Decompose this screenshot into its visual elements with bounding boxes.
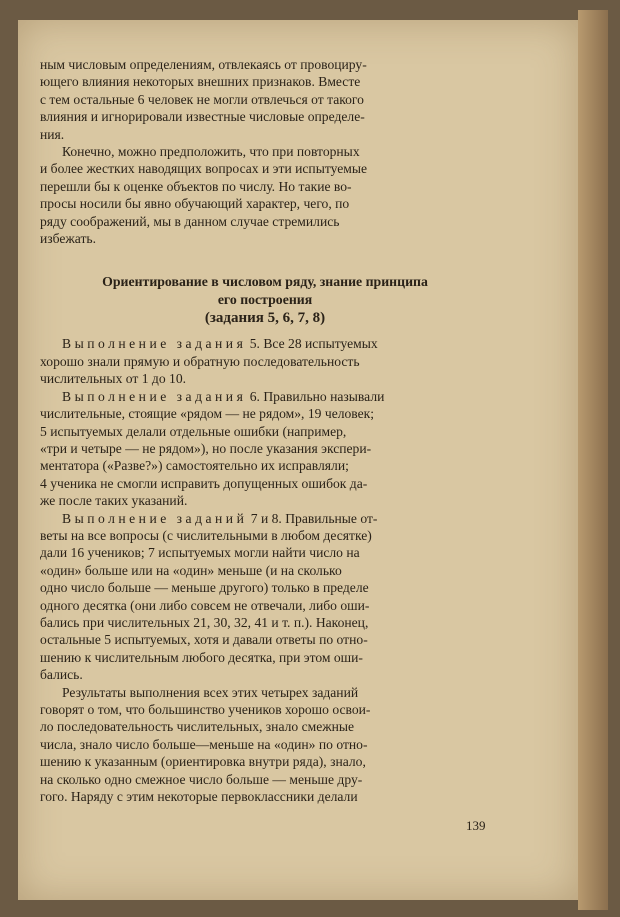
text-line: числительных от 1 до 10.	[40, 371, 187, 387]
text-line: хорошо знали прямую и обратную последовательность	[40, 353, 360, 369]
paragraph-6	[40, 684, 490, 806]
text-line: ющего влияния некоторых внешних признаков. Вместе	[40, 74, 361, 90]
text-line: же после таких указаний.	[40, 493, 188, 509]
text-line: одно число больше — меньше другого) только в пределе	[40, 580, 369, 596]
text-line: бались.	[40, 667, 83, 683]
paragraph-1	[40, 56, 490, 143]
spaced-term: Выполнение задания	[62, 388, 247, 404]
page-text	[40, 56, 490, 805]
text-line: перешли бы к оценке объектов по числу. Но такие во-	[40, 178, 352, 194]
text-line: бались при числительных 21, 30, 32, 41 и т. п.). Наконец,	[40, 614, 369, 630]
text-line: и более жестких наводящих вопросах и эти испытуемые	[40, 161, 368, 177]
text-line: с тем остальные 6 человек не могли отвлечься от такого	[40, 91, 364, 107]
text-line: «один» больше или на «один» меньше (и на сколько	[40, 562, 342, 578]
text-line: влияния и игнорировали известные числовые определе-	[40, 109, 365, 125]
text-line: числа, знало число больше—меньше на «один» по отно-	[40, 736, 368, 752]
text-line: остальные 5 испытуемых, хотя и давали ответы по отно-	[40, 632, 368, 648]
text-line: Результаты выполнения всех этих четырех заданий	[62, 684, 359, 700]
text-line: 5 испытуемых делали отдельные ошибки (например,	[40, 423, 347, 439]
text-line: 6. Правильно называли	[246, 388, 385, 404]
paragraph-5	[40, 510, 490, 684]
text-line: 5. Все 28 испытуемых	[246, 336, 378, 352]
text-line: ным числовым определениям, отвлекаясь от провоциру-	[40, 57, 367, 72]
heading-line: его построения	[217, 292, 313, 308]
text-line: Конечно, можно предположить, что при повторных	[62, 144, 360, 160]
heading-line: Ориентирование в числовом ряду, знание принципа	[102, 274, 428, 290]
text-line: гого. Наряду с этим некоторые первоклассники делали	[40, 789, 358, 805]
text-line: ло последовательность числительных, знало смежные	[40, 719, 355, 735]
text-line: веты на все вопросы (с числительными в любом десятке)	[40, 527, 372, 543]
text-line: шению к указанным (ориентировка внутри ряда), знало,	[40, 754, 366, 770]
section-heading	[40, 273, 490, 327]
text-line: 7 и 8. Правильные от-	[247, 510, 378, 526]
text-line: одного десятка (они либо совсем не отвечали, либо оши-	[40, 597, 370, 613]
text-line: ментатора («Разве?») самостоятельно их исправляли;	[40, 458, 349, 474]
spaced-term: Выполнение заданий	[62, 510, 248, 526]
paragraph-2	[40, 143, 490, 247]
text-line: избежать.	[40, 231, 97, 247]
spaced-term: Выполнение задания	[62, 336, 247, 352]
text-line: ряду соображений, мы в данном случае стремились	[40, 213, 340, 229]
text-line: ния.	[40, 126, 65, 142]
text-line: просы носили бы явно обучающий характер, чего, по	[40, 196, 350, 212]
text-line: 4 ученика не смогли исправить допущенных ошибок да-	[40, 475, 368, 491]
text-line: дали 16 учеников; 7 испытуемых могли найти число на	[40, 545, 360, 561]
text-line: числительные, стоящие «рядом — не рядом», 19 человек;	[40, 406, 375, 422]
paragraph-4	[40, 388, 490, 510]
page-number: 139	[466, 818, 486, 833]
heading-line: (задания 5, 6, 7, 8)	[204, 310, 326, 327]
page-edge	[578, 10, 608, 910]
text-line: «три и четыре — не рядом»), но после указания экспери-	[40, 440, 372, 456]
paragraph-3	[40, 335, 490, 387]
text-line: на сколько одно смежное число больше — меньше дру-	[40, 771, 363, 787]
text-line: говорят о том, что большинство учеников хорошо освои-	[40, 702, 371, 717]
text-line: шению к числительным любого десятка, при этом оши-	[40, 649, 363, 665]
